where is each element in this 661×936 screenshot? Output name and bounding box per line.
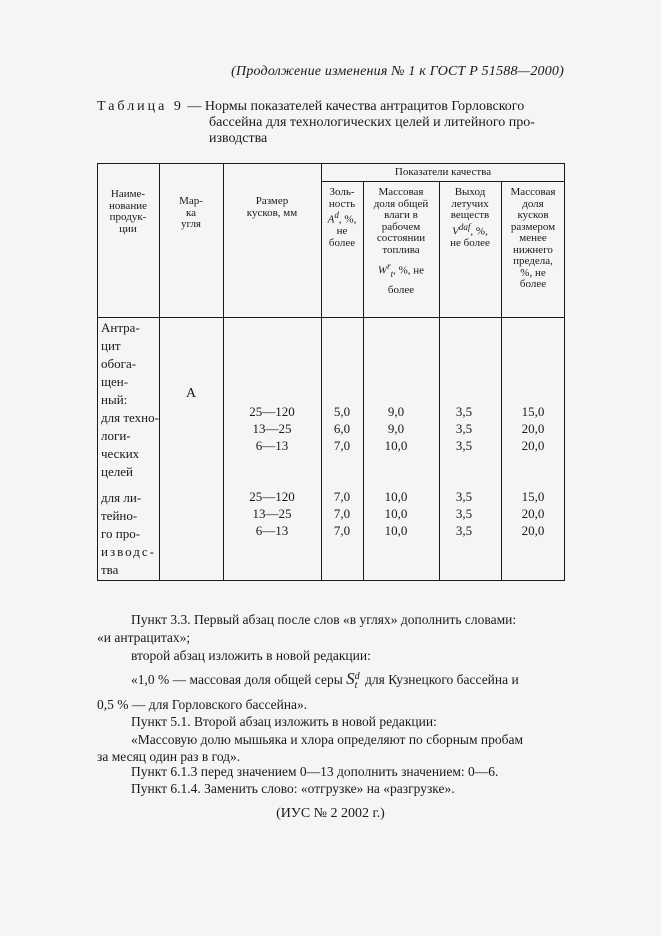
header-moisture: Массовая доля общей влаги в рабочем состоянии топлива $W^r_t$, %, не более: [373, 186, 429, 297]
arsenic-chlorine-line-1: «Массовую долю мышьяка и хлора определяют по сборным пробам: [131, 732, 524, 747]
header-quality-group: Показатели качества: [394, 166, 492, 178]
table-border-bottom: [97, 580, 565, 581]
amendment-second-paragraph: второй абзац изложить в новой редакции:: [131, 648, 371, 663]
quality-norms-table: [97, 163, 565, 581]
continuation-note: (Продолжение изменения № 1 к ГОСТ Р 51588—2000): [231, 64, 564, 79]
product-tech-purposes: для техно- логи- ческих целей: [101, 410, 159, 479]
casting-undersize: 15,0 20,0 20,0: [521, 489, 545, 538]
grade-value: А: [185, 386, 197, 401]
issue-reference: (ИУС № 2 2002 г.): [276, 806, 385, 821]
caption-line-3: изводства: [209, 131, 268, 146]
table-caption: Таблица 9 — Нормы показателей качества антрацитов Горловского бассейна для технологических целей и литейного про- изводства: [97, 99, 567, 147]
header-grade: Мар- ка угля: [179, 195, 203, 230]
caption-line-1: Нормы показателей качества антрацитов Горловского: [204, 99, 525, 114]
sulfur-norm-line-2: 0,5 % — для Горловского бассейна».: [97, 697, 308, 712]
header-product-name: Наиме- нование продук- ции: [109, 188, 147, 235]
amendment-6-1-3: Пункт 6.1.3 перед значением 0—13 дополнить значением: 0—6.: [131, 764, 499, 779]
casting-volatile: 3,5 3,5 3,5: [455, 489, 473, 538]
table-label: Таблица 9: [97, 99, 184, 114]
header-size: Размер кусков, мм: [246, 195, 298, 219]
amendment-3-3-line-1: Пункт 3.3. Первый абзац после слов «в углях» дополнить словами:: [131, 612, 517, 627]
casting-moisture: 10,0 10,0 10,0: [384, 489, 408, 538]
product-group-name: Антра- цит обога- щен- ный:: [101, 320, 140, 407]
table-border-top: [97, 163, 565, 164]
tech-undersize: 15,0 20,0 20,0: [521, 404, 545, 453]
tech-moisture: 9,0 9,0 10,0: [384, 404, 408, 453]
quality-group-separator: [321, 181, 565, 182]
header-undersize: Массовая доля кусков размером менее нижнего предела, %, не более: [510, 186, 556, 290]
sulfur-norm-line-1: «1,0 % — массовая доля общей серы S d t для Кузнецкого бассейна и: [131, 669, 519, 691]
amendment-3-3-line-2: «и антрацитах»;: [97, 630, 191, 645]
casting-sizes: 25—120 13—25 6—13: [249, 489, 295, 538]
tech-sizes: 25—120 13—25 6—13: [249, 404, 295, 453]
caption-line-2: бассейна для технологических целей и литейного про-: [209, 115, 535, 130]
casting-ash: 7,0 7,0 7,0: [333, 489, 351, 538]
amendment-6-1-4: Пункт 6.1.4. Заменить слово: «отгрузке» на «разгрузке».: [131, 781, 455, 796]
header-volatile: Выход летучих веществ $V^{daf}$, %, не более: [450, 186, 490, 249]
header-ash: Золь- ность $A^d$, %, не более: [327, 186, 357, 249]
arsenic-chlorine-line-2: за месяц один раз в год».: [97, 749, 241, 764]
tech-ash: 5,0 6,0 7,0: [333, 404, 351, 453]
header-separator: [97, 317, 565, 318]
product-casting: для ли- тейно- го про- изводс- тва: [101, 490, 156, 577]
tech-volatile: 3,5 3,5 3,5: [455, 404, 473, 453]
amendment-5-1: Пункт 5.1. Второй абзац изложить в новой редакции:: [131, 714, 437, 729]
